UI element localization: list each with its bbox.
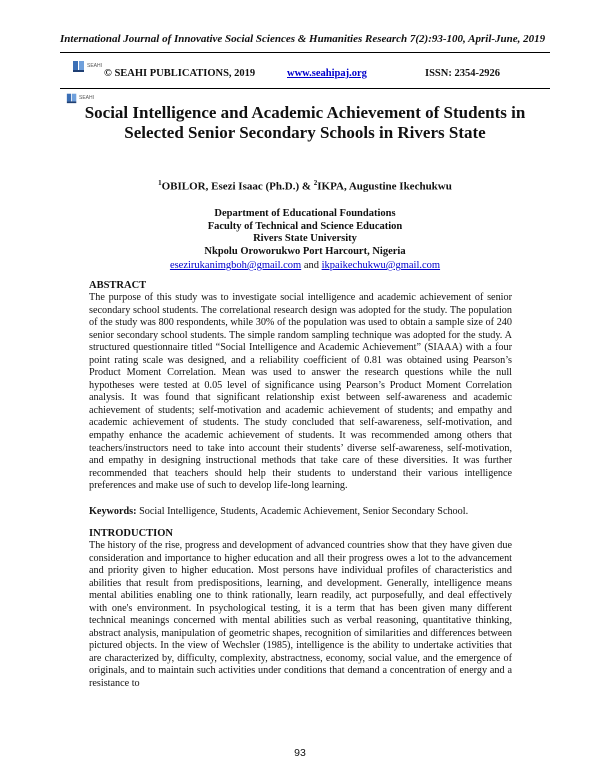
journal-citation: International Journal of Innovative Social Sciences & Humanities Research 7(2):93-100, April-June, 2019 [60,33,546,45]
journal-website-link[interactable]: www.seahipaj.org [287,68,367,79]
author2-affiliation-mark: 2 [313,179,318,187]
affiliation-block [60,208,550,258]
keywords-line [89,506,519,517]
issn-number: ISSN: 2354-2926 [425,68,500,79]
keywords-list: Social Intelligence, Students, Academic Achievement, Senior Secondary School. [139,506,469,517]
email-link-author2[interactable]: ikpaikechukwu@gmail.com [321,260,441,271]
book-icon [72,59,86,73]
author1-affiliation-mark: 1 [158,179,162,187]
abstract-text: The purpose of this study was to investigate social intelligence and academic achievement of senior secondary school students. The correlational research design was adopted for the study. The population of the study was 800 respondents, while 30% of the population was used to obtain a sample size of 240 senior secondary school students. The simple random sampling technique was adopted for the study. A structured questionnaire titled “Social Intelligence and Academic Achievement” (SIAAA) with a four point rating scale was designed, and a reliability coefficient of 0.81 was obtained using Pearson’s Product Moment Correlation. Mean was used to answer the research questions while the null hypotheses were tested at 0.05 level of significance using Pearson’s Product Moment Correlation analysis. It was found that significant relationship exist between self-awareness and academic achievement of students; self-motivation and academic achievement of students; and empathy and academic achievement of students. The study concluded that self-awareness, self-motivation, and empathy enhance the academic achievement of students. It was recommended among others that teachers/instructors need to take into account their students’ diverse self-awareness, self-motivation, and empathy in designing instructional methods that take care of these diversities. It was further recommended that teachers should help their students to understand their various intelligence preferences and make use of such to develop life-long learning. [89,292,512,492]
publication-info-row [60,63,550,83]
seahi-logo: SEAHI [72,59,102,73]
page-number: 93 [294,747,306,759]
affiliation-location: Nkpolu Oroworukwo Port Harcourt, Nigeria [204,245,406,257]
header-rule-top [60,52,550,53]
author1-name: OBILOR, Esezi Isaac (Ph.D.) & [161,180,314,193]
author-line [60,179,550,193]
introduction-text: The history of the rise, progress and development of advanced countries show that they have given due consideration and importance to higher education and all their progress owes a lot to the advancement and priority given to higher education. Most persons have individual profiles of characteristics and abilities that result from predispositions, learning, and development. Generally, intelligence means mental abilities enabling one to think rationally, learn readily, act purposefully, and deal effectively with one's environment. In psychological testing, it is a term that has been given many different technical meanings concerned with mental abilities such as verbal reasoning, quantitative thinking, abstract analysis, manipulation of geometric shapes, recognition of similarities and differences between pictured objects. In the view of Wechsler (1985), intelligence is the ability to undertake activities that are characterized by, difficulty, complexity, abstractness, economy, social value, and the emergence of originals, and to maintain such activities under conditions that demand a concentration of energy and a resistance to [89,540,512,690]
keywords-label: Keywords: [89,506,137,517]
abstract-heading: ABSTRACT [89,280,147,291]
affiliation-department: Department of Educational Foundations [214,208,396,219]
publisher-copyright: © SEAHI PUBLICATIONS, 2019 [104,68,256,79]
email-link-author1[interactable]: esezirukanimgboh@gmail.com [169,260,302,271]
paper-title: Social Intelligence and Academic Achievement of Students in Selected Senior Secondary Schools in Rivers State [84,103,526,142]
affiliation-university: Rivers State University [253,233,357,244]
affiliation-faculty: Faculty of Technical and Science Education [207,220,403,232]
email-conjunction: and [303,260,319,271]
header-rule-bottom [60,88,550,89]
introduction-heading: INTRODUCTION [89,528,174,539]
seahi-logo-small: SEAHI [66,92,94,104]
author2-name: IKPA, Augustine Ikechukwu [317,180,452,193]
email-line [60,260,550,271]
